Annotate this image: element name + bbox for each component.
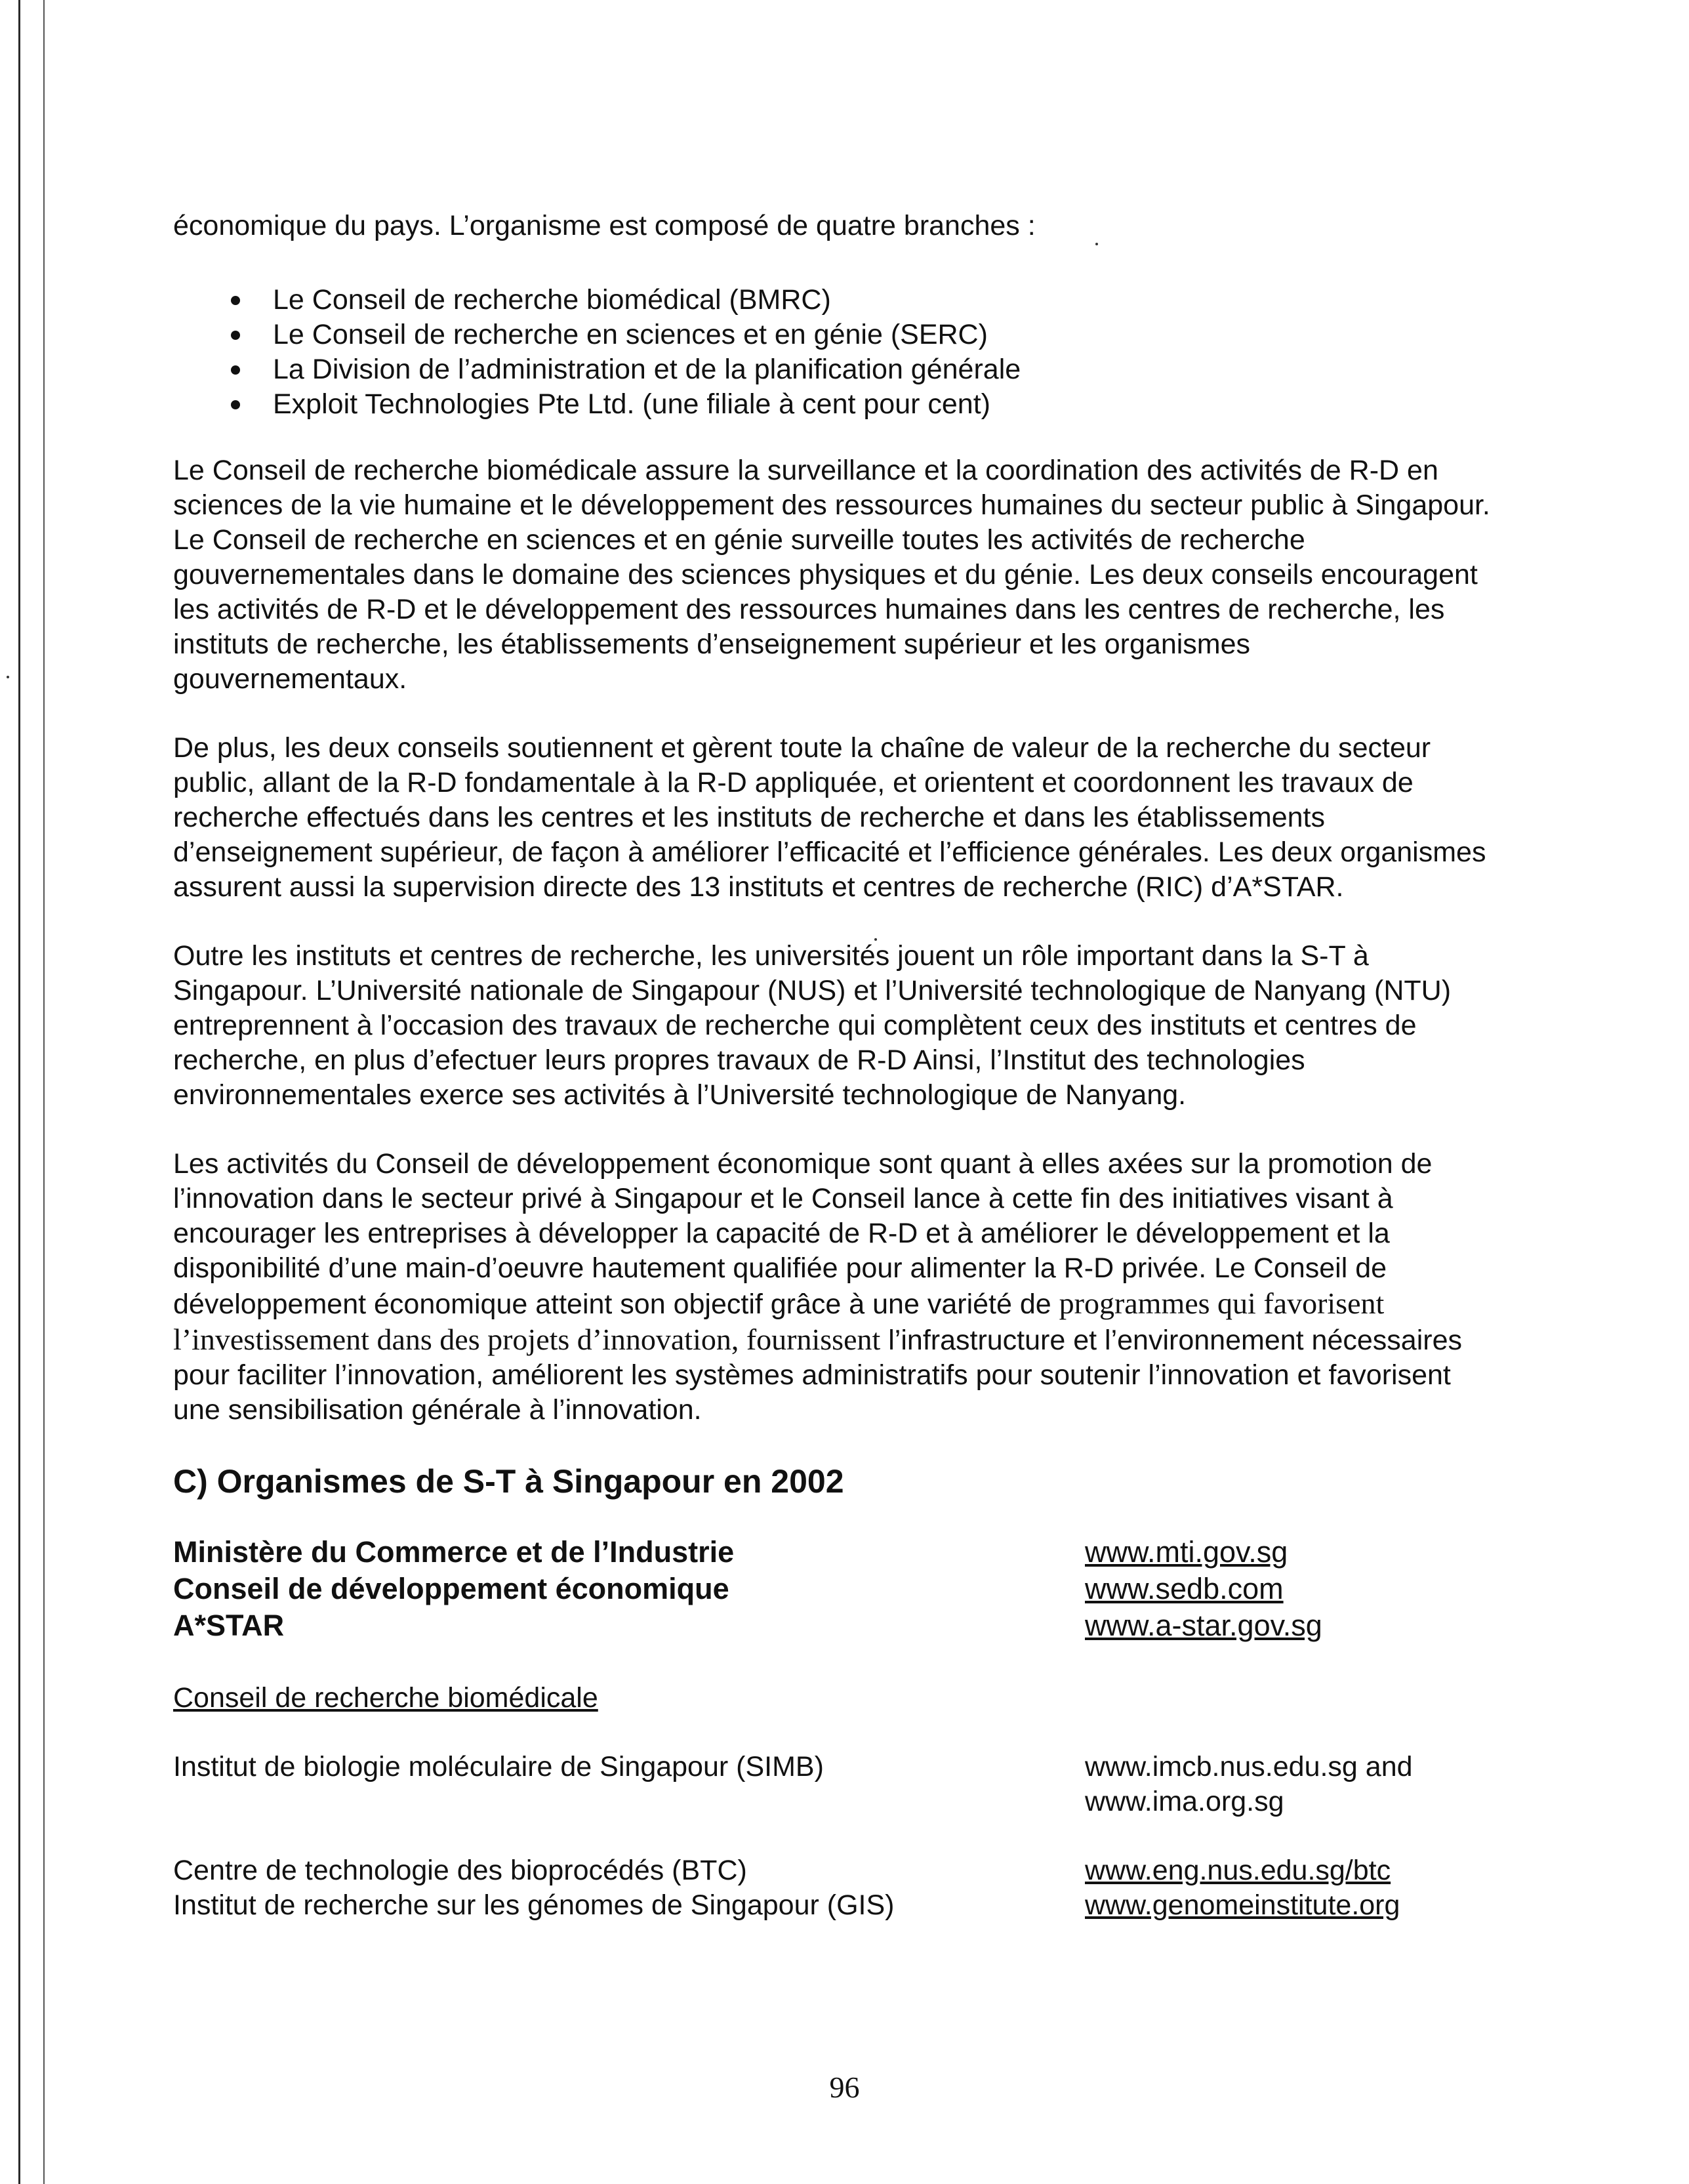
list-item: Exploit Technologies Pte Ltd. (une filiale à cent pour cent)	[173, 387, 1492, 422]
institute-link[interactable]: www.eng.nus.edu.sg/btc	[1085, 1855, 1391, 1886]
institute-links	[1085, 1750, 1492, 1819]
institute-name: Institut de recherche sur les génomes de Singapour (GIS)	[173, 1889, 895, 1921]
org-link[interactable]: www.sedb.com	[1085, 1572, 1284, 1605]
paragraph-councils: Le Conseil de recherche biomédicale assure la surveillance et la coordination des activités de R-D en sciences de la vie humaine et le développement des ressources humaines du secteur public à Singapour. Le Conseil de recherche en sciences et en génie surveille toutes les activités de recherche gouvernementales dans le domaine des sciences physiques et du génie. Les deux conseils encouragent les activités de R-D et le développement des ressources humaines dans les centres de recherche, les instituts de recherche, les établissements d’enseignement supérieur et les organismes gouvernementaux.	[173, 455, 1490, 695]
org-name: A*STAR	[173, 1609, 285, 1642]
paragraph-value-chain: De plus, les deux conseils soutiennent et gèrent toute la chaîne de valeur de la recherche du secteur public, allant de la R-D fondamentale à la R-D appliquée, et orientent et coordonnent les travaux de recherche effectués dans les centres et les instituts de recherche et dans les établissements d’enseignement supérieur, de façon à améliorer l’efficacité et l’efficience générales. Les deux organismes assurent aussi la supervision directe des 13 instituts et centres de recherche (RIC) d’A*STAR.	[173, 732, 1486, 903]
subheading: Conseil de recherche biomédicale	[173, 1682, 598, 1714]
table-row	[173, 1888, 1492, 1923]
bullet-icon	[231, 296, 240, 305]
bullet-icon	[231, 331, 240, 340]
table-row	[173, 1853, 1492, 1888]
organizations-list	[173, 1534, 1492, 1644]
institute-name: Institut de biologie moléculaire de Singapour (SIMB)	[173, 1751, 824, 1782]
intro-text: économique du pays. L’organisme est composé de quatre branches :	[173, 210, 1036, 241]
institute-link[interactable]: www.ima.org.sg	[1085, 1786, 1284, 1817]
org-name: Ministère du Commerce et de l’Industrie	[173, 1535, 735, 1569]
list-item: Le Conseil de recherche en sciences et en génie (SERC)	[173, 318, 1492, 352]
list-item: La Division de l’administration et de la planification générale	[173, 352, 1492, 387]
scan-edge-line	[43, 0, 45, 2184]
bullet-icon	[231, 365, 240, 375]
page-number: 96	[829, 2071, 860, 2104]
table-row	[173, 1607, 1492, 1644]
page-content	[173, 209, 1492, 1923]
org-name: Conseil de développement économique	[173, 1572, 729, 1605]
institute-link[interactable]: www.genomeinstitute.org	[1085, 1889, 1400, 1921]
branches-list	[173, 283, 1492, 422]
bullet-icon	[231, 400, 240, 409]
paragraph-universities: Outre les instituts et centres de recherche, les universités jouent un rôle important dans la S-T à Singapour. L’Université nationale de Singapour (NUS) et l’Université technologique de Nanyang (NTU) entreprennent à l’occasion des travaux de recherche qui complètent ceux des instituts et centres de recherche, en plus d’efectuer leurs propres travaux de R-D Ainsi, l’Institut des technologies environnementales exerce ses activités à l’Université technologique de Nanyang.	[173, 940, 1452, 1111]
scan-speck	[7, 676, 9, 678]
table-row	[173, 1750, 1492, 1819]
scan-edge-line	[18, 0, 20, 2184]
table-row	[173, 1571, 1492, 1607]
section-title: C) Organismes de S-T à Singapour en 2002	[173, 1463, 844, 1500]
list-item: Le Conseil de recherche biomédical (BMRC)	[173, 283, 1492, 318]
institutes-list	[173, 1750, 1492, 1923]
institute-link[interactable]: www.imcb.nus.edu.sg and	[1085, 1751, 1413, 1782]
table-row	[173, 1534, 1492, 1571]
org-link[interactable]: www.mti.gov.sg	[1085, 1535, 1288, 1569]
paragraph-edb: Les activités du Conseil de développement économique sont quant à elles axées sur la promotion de l’innovation dans le secteur privé à Singapour et le Conseil lance à cette fin des initiatives visant à encourager les entreprises à développer la capacité de R-D et à améliorer le développement et la disponibilité d’une main-d’oeuvre hautement qualifiée pour alimenter la R-D privée. Le Conseil de développement économique atteint son objectif grâce à une variété de programmes qui favorisent l’investissement dans des projets d’innovation, fournissent l’infrastructure et l’environnement nécessaires pour faciliter l’innovation, améliorent les systèmes administratifs pour soutenir l’innovation et favorisent une sensibilisation générale à l’innovation.	[173, 1148, 1462, 1426]
institute-name: Centre de technologie des bioprocédés (BTC)	[173, 1855, 747, 1886]
org-link[interactable]: www.a-star.gov.sg	[1085, 1609, 1322, 1642]
